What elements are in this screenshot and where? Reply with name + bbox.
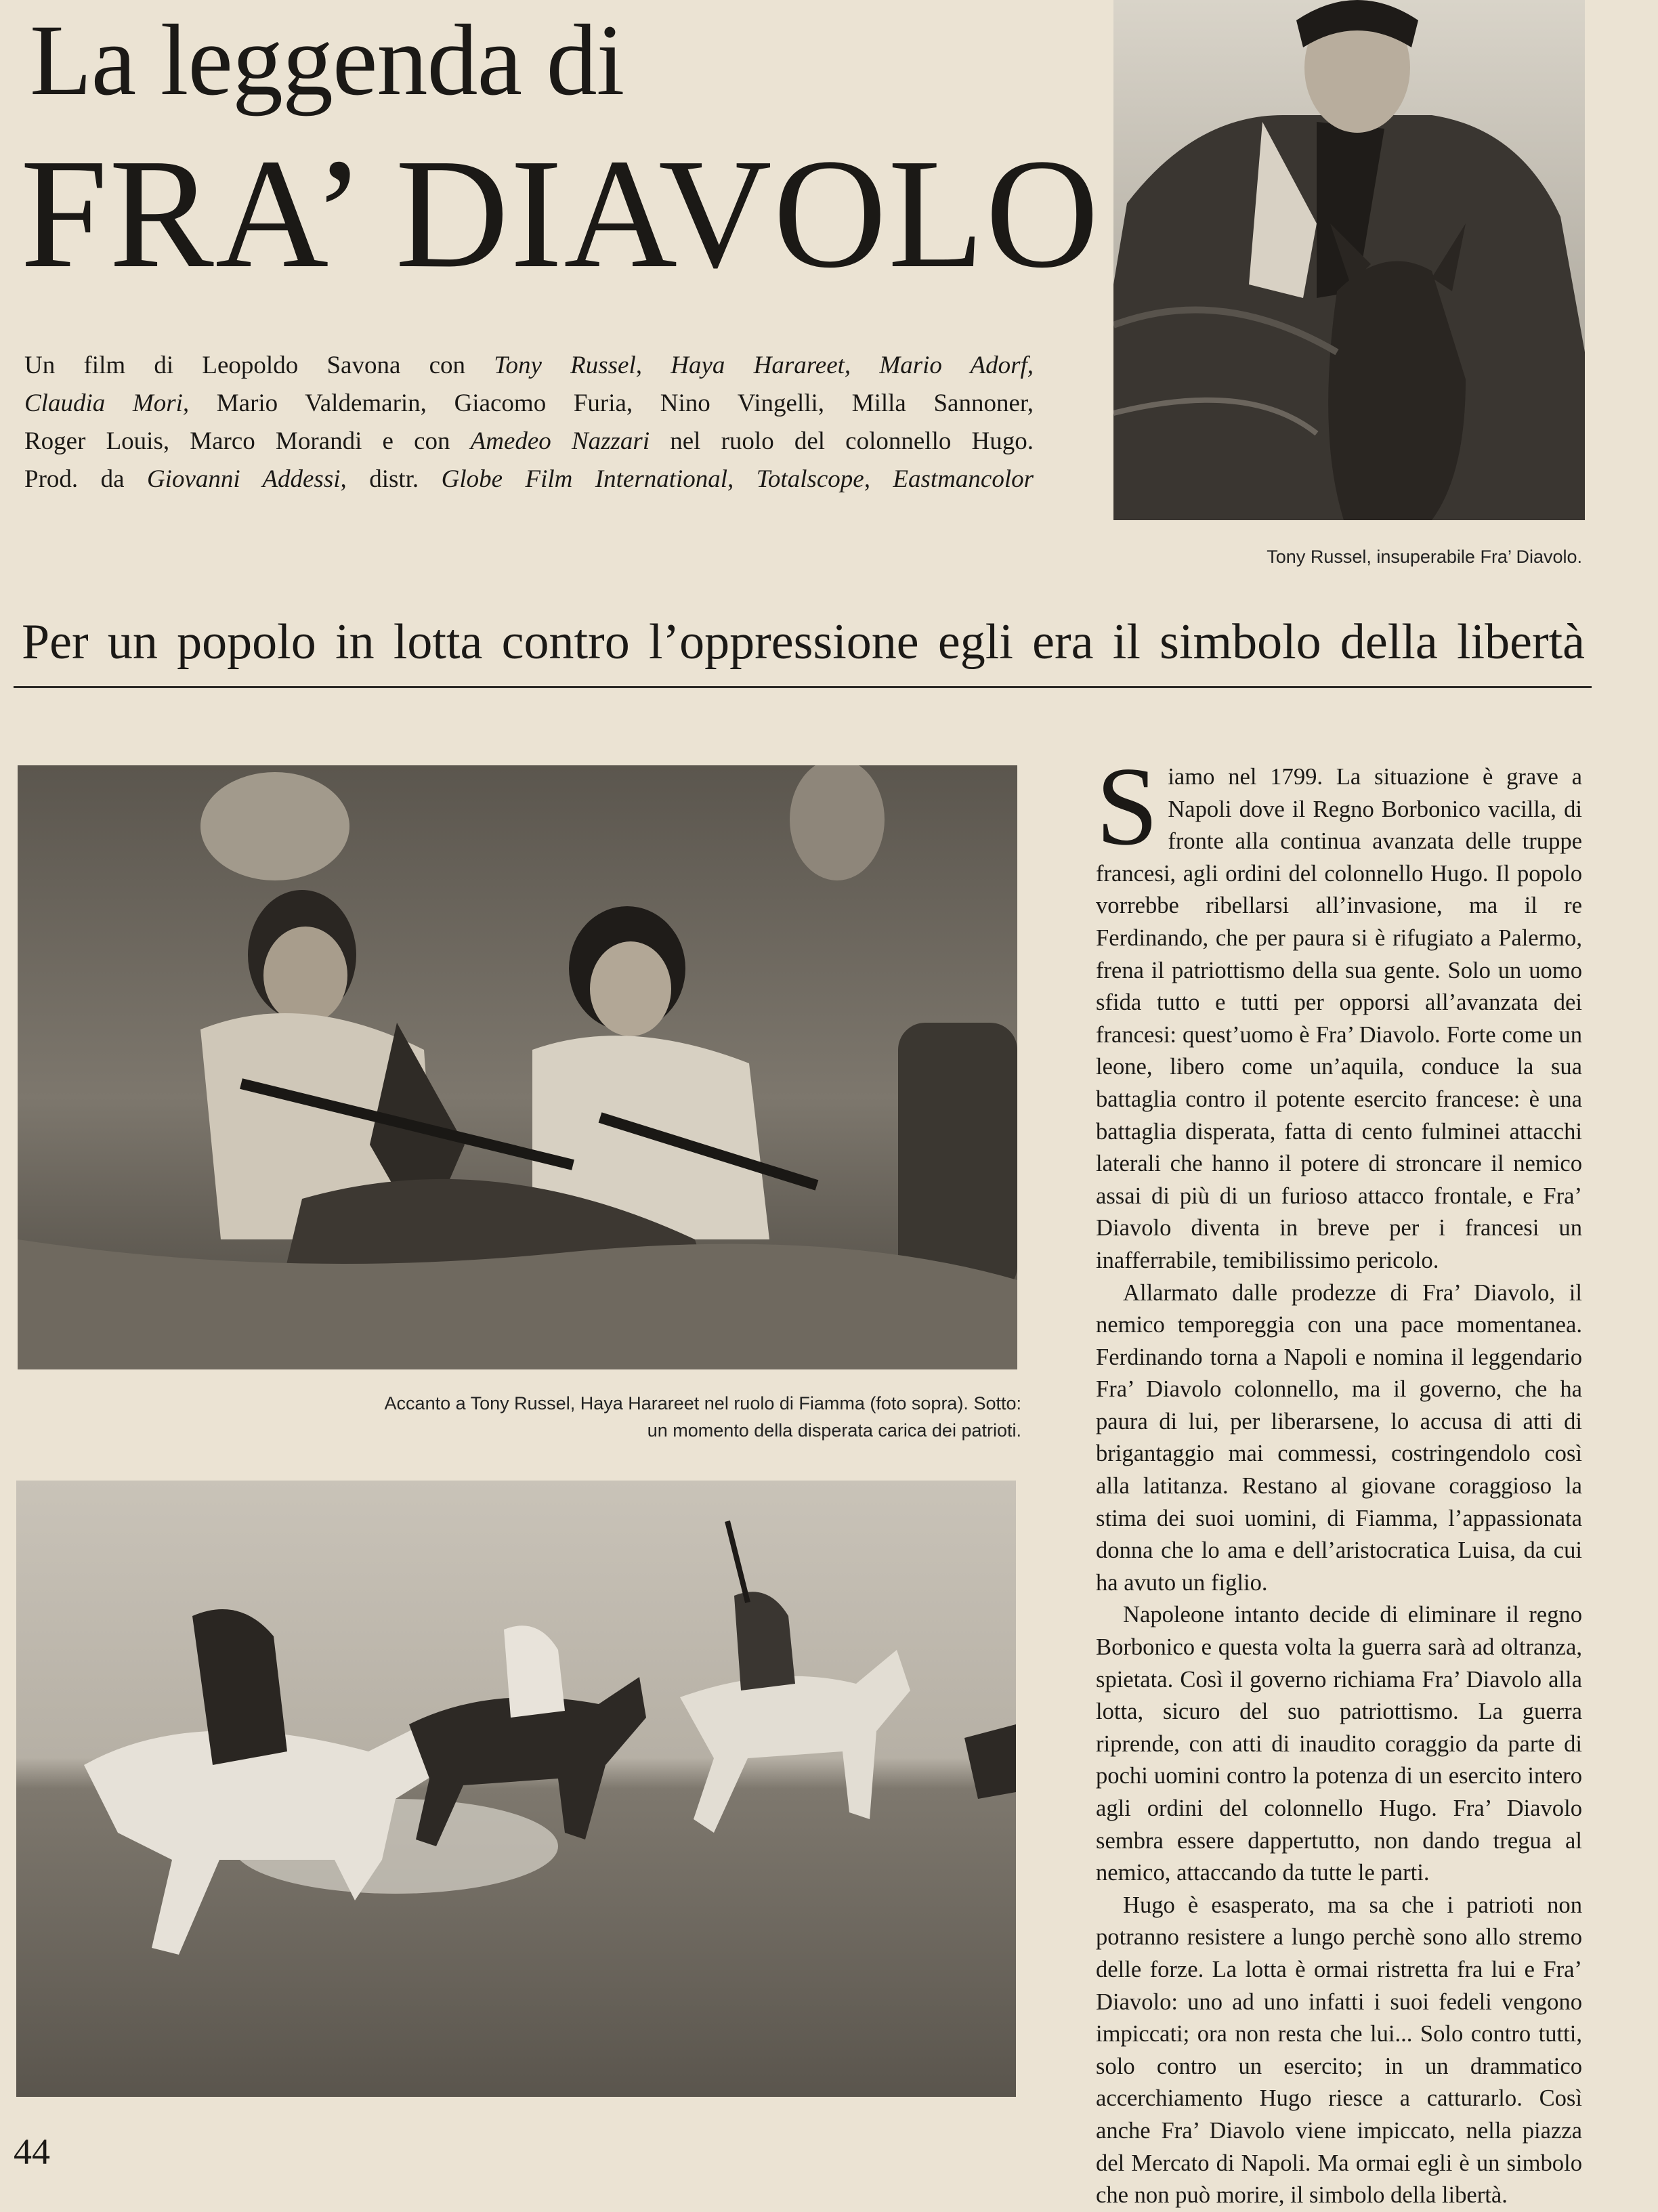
photo-rifles xyxy=(18,765,1017,1369)
article-paragraph-3: Napoleone intanto decide di eliminare il regno Borbonico e questa volta la guerra sarà ad oltranza, spietata. Così il governo richiama Fra’ Diavolo alla lotta, sicuro del suo patriottismo. La guerra riprende, con atti di inaudito coraggio da parte di pochi uomini contro la potenza di un esercito intero agli ordini del colonnello Hugo. Fra’ Diavolo sembra essere dappertutto, non dando tregua al nemico, attaccando da tutte le parti. xyxy=(1096,1602,1582,1886)
credits-run: distr. xyxy=(346,465,442,493)
page-number: 44 xyxy=(14,2131,50,2172)
credits-line-1 xyxy=(24,347,1034,385)
credits-run: Amedeo Nazzari xyxy=(470,427,650,455)
credits-line-4 xyxy=(24,461,1034,498)
credits-run: Claudia Mori, xyxy=(24,389,190,417)
article-paragraph-1: Siamo nel 1799. La situazione è grave a Napoli dove il Regno Borbonico vacilla, di fronte alla continua avanzata delle truppe francesi, agli ordini del colonnello Hugo. Il popolo vorrebbe ribellarsi all’invasione, ma il re Ferdinando, che per paura si è rifugiato a Palermo, frena il patriottismo della sua gente. Solo un uomo sfida tutto e tutti per opporsi all’avanzata dei francesi: quest’uomo è Fra’ Diavolo. Forte come un leone, libero come un’aquila, conduce la sua battaglia contro il potente esercito francese: è una battaglia disperata, fatta di cento fulminei attacchi laterali che hanno il potere di stroncare il nemico assai di più di un furioso attacco frontale, e Fra’ Diavolo diventa in breve per i francesi un inafferrabile, temibilissimo pericolo. xyxy=(1096,744,1582,1273)
subtitle: Per un popolo in lotta contro l’oppressione egli era il simbolo della libertà xyxy=(22,614,1585,670)
title-line-1: La leggenda di xyxy=(30,4,624,116)
photo-portrait xyxy=(1113,0,1585,520)
credits-run: Globe Film International, Totalscope, Eastmancolor xyxy=(441,465,1034,493)
divider xyxy=(14,686,1592,688)
article-body xyxy=(1096,744,1582,2212)
credits-line-2 xyxy=(24,385,1034,423)
credits-run: Un film di Leopoldo Savona con xyxy=(24,352,494,379)
credits-run: Roger Louis, Marco Morandi e con xyxy=(24,427,471,455)
article-paragraph-4: Hugo è esasperato, ma sa che i patrioti non potranno resistere a lungo perchè sono allo stremo delle forze. La lotta è ormai ristretta fra lui e Fra’ Diavolo: uno ad uno infatti i suoi fedeli vengono impiccati; ora non resta che lui... Solo contro tutti, solo contro un esercito; in un drammatico accerchiamento Hugo riesce a catturarlo. Così anche Fra’ Diavolo viene impiccato, nella piazza del Mercato di Napoli. Ma ormai egli è un simbolo che non può morire, il simbolo della libertà. xyxy=(1096,1892,1582,2209)
title-line-2: FRA’ DIAVOLO xyxy=(20,127,1101,301)
credits-run: Giovanni Addessi, xyxy=(146,465,347,493)
credits-run: Mario Valdemarin, Giacomo Furia, Nino Vingelli, Milla Sannoner, xyxy=(189,389,1034,417)
drop-cap: S xyxy=(1096,744,1159,868)
article-paragraph-2: Allarmato dalle prodezze di Fra’ Diavolo, il nemico temporeggia con una pace momentanea. Ferdinando torna a Napoli e nomina il leggendario Fra’ Diavolo colonnello, ma il governo, che ha paura di lui, per liberarsene, lo accusa di atti di brigantaggio mai commessi, costringendolo così alla latitanza. Restano al giovane coraggioso la stima dei suoi uomini, di Fiamma, l’appassionata donna che lo ama e dell’aristocratica Luisa, da cui ha avuto un figlio. xyxy=(1096,1279,1582,1596)
photo-rifles-caption: Accanto a Tony Russel, Haya Harareet nel ruolo di Fiamma (foto sopra). Sotto: un momento della disperata carica dei patrioti. xyxy=(384,1393,1021,1441)
credits-line-3 xyxy=(24,423,1034,461)
credits-run: nel ruolo del colonnello Hugo. xyxy=(650,427,1034,455)
photo-cavalry xyxy=(16,1481,1016,2097)
photo-portrait-caption: Tony Russel, insuperabile Fra’ Diavolo. xyxy=(1267,547,1582,567)
film-credits xyxy=(24,347,1034,498)
credits-run: Prod. da xyxy=(24,465,147,493)
credits-run: Tony Russel, Haya Harareet, Mario Adorf, xyxy=(494,352,1034,379)
